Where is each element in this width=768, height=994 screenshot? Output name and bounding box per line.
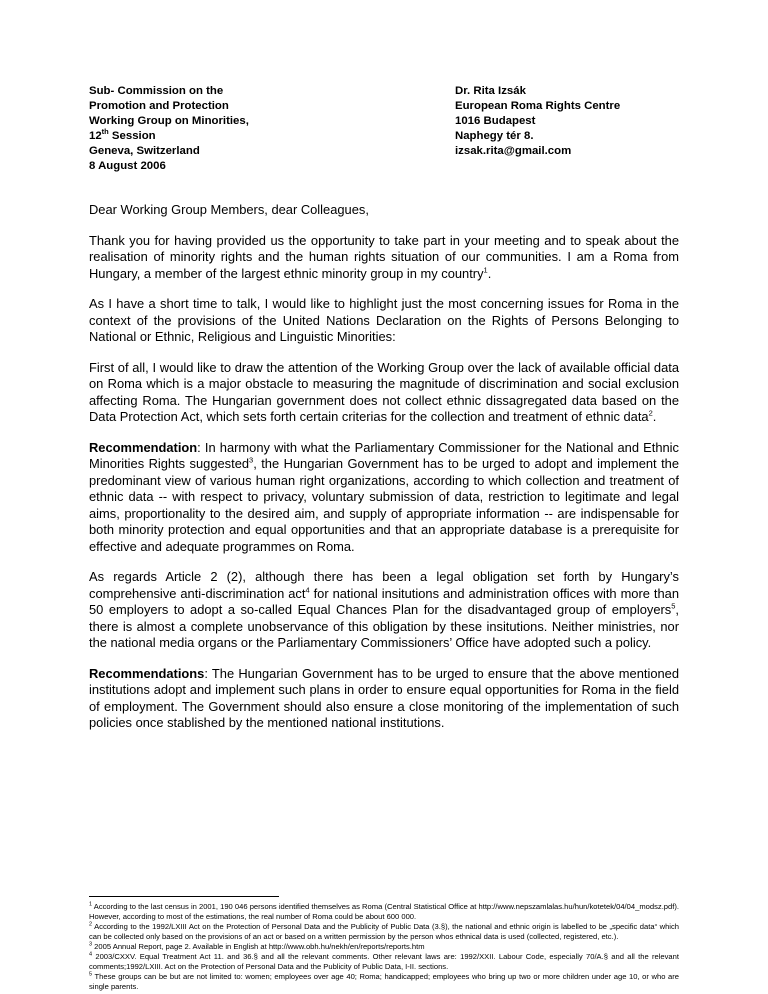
footnote <box>89 952 679 972</box>
paragraph-text: . <box>487 265 492 281</box>
paragraph-introduction <box>89 233 679 283</box>
paragraph-text: : The Hungarian Government has to be urged to ensure that the above mentioned institutions adopt and implement such plans in order to ensure equal opportunities for Roma in the field of employment. The Government should also ensure a close monitoring of the implementation of such policies once stablished by the mentioned national institutions. <box>89 665 679 730</box>
footnote-number: 3 <box>89 941 93 948</box>
letter-date: 8 August 2006 <box>89 160 166 172</box>
paragraph-data-issue <box>89 360 679 426</box>
footnote-text: According to the last census in 2001, 190 046 persons identified themselves as Roma (Central Statistical Office at http://www.nepszamlalas.hu/hun/kotetek/04/04_modsz.pdf). However, according to most of the estimations, the real number of Roma could be about 600 000. <box>89 902 679 921</box>
footnote-reference: 5 <box>671 601 676 611</box>
paragraph-text: : In harmony with what the Parliamentary Commissioner for the National and Ethnic Minorities Rights suggested <box>89 439 679 471</box>
paragraph-recommendation-employment <box>89 666 679 732</box>
recommendation-label: Recommendations <box>89 665 205 681</box>
recipient-organization: European Roma Rights Centre <box>455 100 621 112</box>
footnotes-section <box>89 902 679 992</box>
footnote-text: These groups can be but are not limited to: women; employees over age 40; Roma; handicapped; employees who bring up two or more children under age 10, or who are single parents. <box>89 972 679 991</box>
letter-body <box>89 202 679 746</box>
recipient-address-block <box>455 84 695 159</box>
footnote-number: 2 <box>89 921 93 928</box>
session-number: 12 <box>89 130 102 142</box>
sender-line: Sub- Commission on the <box>89 85 224 97</box>
footnote <box>89 942 679 952</box>
recipient-street: Naphegy tér 8. <box>455 130 534 142</box>
footnote-number: 4 <box>89 951 93 958</box>
paragraph-text: Thank you for having provided us the opportunity to take part in your meeting and to speak about the realisation of minority rights and the human rights situation of our communities. I am a Roma from Hungary, a member of the largest ethnic minority group in my country <box>89 232 679 281</box>
footnote-reference: 2 <box>648 408 653 418</box>
footnote <box>89 922 679 942</box>
paragraph-text: First of all, I would like to draw the attention of the Working Group over the lack of available official data on Roma which is a major obstacle to measuring the magnitude of discrimination and social exclusion affecting Roma. The Hungarian government does not collect ethnic dissagregated data based on the Data Protection Act, which sets forth certain criterias for the collection and treatment of ethnic data <box>89 359 679 424</box>
sender-line: Promotion and Protection <box>89 100 229 112</box>
sender-address-block <box>89 84 389 174</box>
footnote <box>89 902 679 922</box>
recommendation-label: Recommendation <box>89 439 198 455</box>
recipient-name: Dr. Rita Izsák <box>455 85 526 97</box>
session-line <box>89 129 389 144</box>
paragraph-context: As I have a short time to talk, I would like to highlight just the most concerning issues for Roma in the context of the provisions of the United Nations Declaration on the Rights of Persons Belonging to National or Ethnic, Religious and Linguistic Minorities: <box>89 296 679 344</box>
paragraph-text: for national insitutions and administration offices with more than 50 employers to adopt a so-called Equal Chances Plan for the disadvantaged group of employers <box>89 585 679 617</box>
recipient-city: 1016 Budapest <box>455 115 536 127</box>
paragraph-text: . <box>652 409 657 424</box>
footnote-reference: 1 <box>483 265 488 275</box>
footnote-text: 2003/CXXV. Equal Treatment Act 11. and 36.§ and all the relevant comments. Other relevant laws are: 1992/XXII. Labour Code, especially 70/A.§ and all the relevant comments;1992/LXIII. Act on the Protection of Personal Data and the Publicity of Public Data, I-II. sections. <box>89 952 679 971</box>
paragraph-text: As regards Article 2 (2), although there has been a legal obligation set forth by Hungary’s comprehensive anti-discrimination act <box>89 569 679 601</box>
paragraph-text: , the Hungarian Government has to be urged to adopt and implement the predominant view of various human right organizations, according to which collection and treatment of ethnic data -- with respect to privacy, voluntary submission of data, restriction to legitimate and legal aims, proportionality to the desired aim, and supply of appropriate information -- are indispensable for both minority protection and equal opportunities and that an appropriate database is a prerequisite for effective and adequate programmes on Roma. <box>89 456 679 554</box>
paragraph-text: , there is almost a complete unobservance of this obligation by these insitutions. Neither ministries, nor the national media organs or the Parliamentary Commissioners’ Office have adopted such a policy. <box>89 602 679 650</box>
footnote-reference: 4 <box>305 585 310 595</box>
paragraph-article-2 <box>89 569 679 652</box>
session-ordinal-suffix: th <box>101 127 109 137</box>
footnote-separator <box>89 896 279 897</box>
footnote-number: 5 <box>89 971 93 978</box>
sender-line: Working Group on Minorities, <box>89 115 249 127</box>
footnote-text: 2005 Annual Report, page 2. Available in English at http://www.obh.hu/nekh/en/reports/reports.htm <box>92 942 425 951</box>
footnote-text: According to the 1992/LXIII Act on the Protection of Personal Data and the Publicity of Public Data (3.§), the national and ethnic origin is labelled to be „specific data“ which can be collected only based on the provisions of an act or based on a written permission by the person whos ethnical data is used (collected, registered, etc.). <box>89 922 679 941</box>
recipient-email: izsak.rita@gmail.com <box>455 145 572 157</box>
sender-line: Geneva, Switzerland <box>89 145 200 157</box>
footnote-number: 1 <box>89 901 93 908</box>
footnote <box>89 972 679 992</box>
paragraph-recommendation-data <box>89 440 679 556</box>
footnote-reference: 3 <box>249 455 254 465</box>
session-word: Session <box>108 130 156 142</box>
salutation: Dear Working Group Members, dear Colleagues, <box>89 202 369 217</box>
